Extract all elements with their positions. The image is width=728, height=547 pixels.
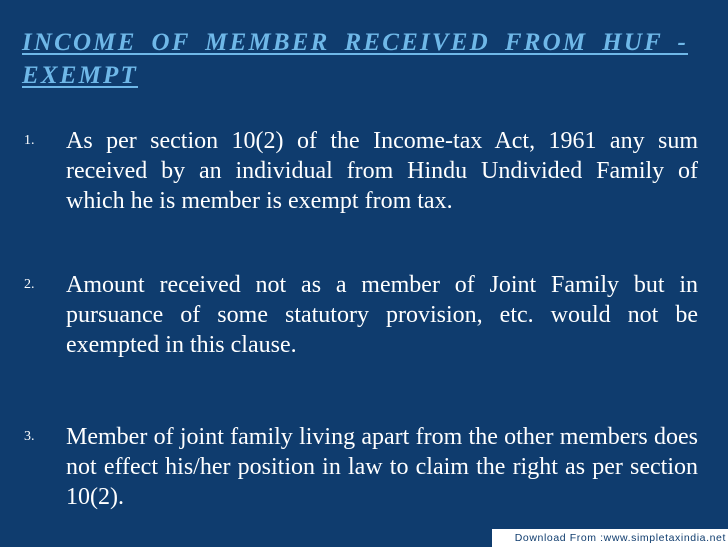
footer-source-link[interactable]: Download From :www.simpletaxindia.net: [492, 529, 728, 547]
item-text: As per section 10(2) of the Income-tax Act, 1961 any sum received by an individual from Hindu Undivided Family of which he is member is exempt from tax.: [66, 128, 698, 214]
item-number: 2.: [24, 277, 35, 292]
item-number: 3.: [24, 429, 35, 444]
item-text: Amount received not as a member of Joint Family but in pursuance of some statutory provision, etc. would not be exempted in this clause.: [66, 272, 698, 358]
item-number: 1.: [24, 133, 35, 148]
slide-title: INCOME OF MEMBER RECEIVED FROM HUF - EXEMPT: [22, 29, 688, 89]
item-text: Member of joint family living apart from the other members does not effect his/her position in law to claim the right as per section 10(2).: [66, 424, 698, 510]
